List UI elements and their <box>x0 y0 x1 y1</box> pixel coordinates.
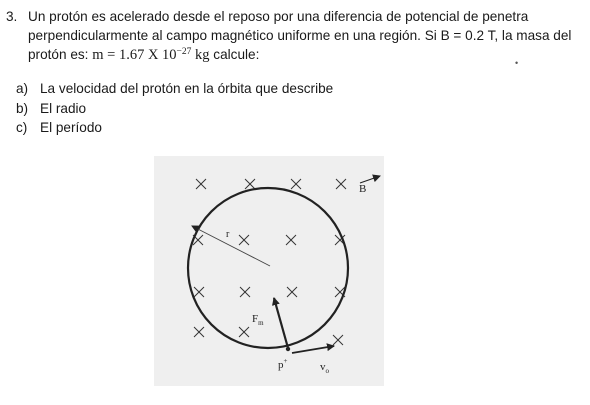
problem-statement <box>28 7 573 65</box>
x-mark <box>291 179 301 189</box>
item-text: El período <box>40 120 102 135</box>
proton-orbit-figure <box>154 156 384 386</box>
radius-label: r <box>226 229 230 240</box>
mass-exponent: −27 <box>176 47 192 57</box>
force-label: $F_m$ <box>252 313 264 327</box>
question-c <box>16 118 333 138</box>
velocity-arrow <box>292 346 334 353</box>
item-text: La velocidad del protón en la órbita que describe <box>40 81 334 96</box>
field-arrow <box>360 176 380 183</box>
radius-arrow <box>192 226 270 266</box>
field-into-page-symbols <box>193 179 346 345</box>
item-label: c) <box>16 120 28 135</box>
force-arrow <box>274 298 288 348</box>
mass-unit: kg <box>191 47 210 63</box>
field-label: B <box>359 183 367 195</box>
x-mark <box>196 179 206 189</box>
x-mark <box>286 235 296 245</box>
item-label: a) <box>16 81 29 96</box>
x-mark <box>333 335 343 345</box>
x-mark <box>287 287 297 297</box>
problem-number: 3. <box>6 9 18 24</box>
statement-end: calcule: <box>209 47 260 62</box>
statement-text: Un protón es acelerado desde el reposo por una diferencia de potencial de penetra perpendicularmente al campo magnético uniforme en una región. Si B = 0.2 T, la masa del protón es: <box>28 9 572 62</box>
x-mark <box>194 327 204 337</box>
proton-mass-expression <box>92 47 209 63</box>
question-b <box>16 99 333 119</box>
question-list <box>16 79 333 138</box>
proton-dot <box>286 347 290 351</box>
orbit-diagram <box>154 156 384 386</box>
x-mark <box>194 287 204 297</box>
x-mark <box>240 287 250 297</box>
item-text: El radio <box>40 100 87 116</box>
x-mark <box>239 327 249 337</box>
stray-mark: • <box>515 58 519 68</box>
question-a <box>16 79 333 99</box>
velocity-label: $v_o$ <box>320 361 329 375</box>
orbit-circle <box>188 188 348 348</box>
x-mark <box>336 179 346 189</box>
mass-base: m = 1.67 X 10 <box>92 47 177 63</box>
x-mark <box>239 235 249 245</box>
proton-label: p+ <box>278 357 288 371</box>
x-mark <box>245 179 255 189</box>
item-label: b) <box>16 100 29 116</box>
